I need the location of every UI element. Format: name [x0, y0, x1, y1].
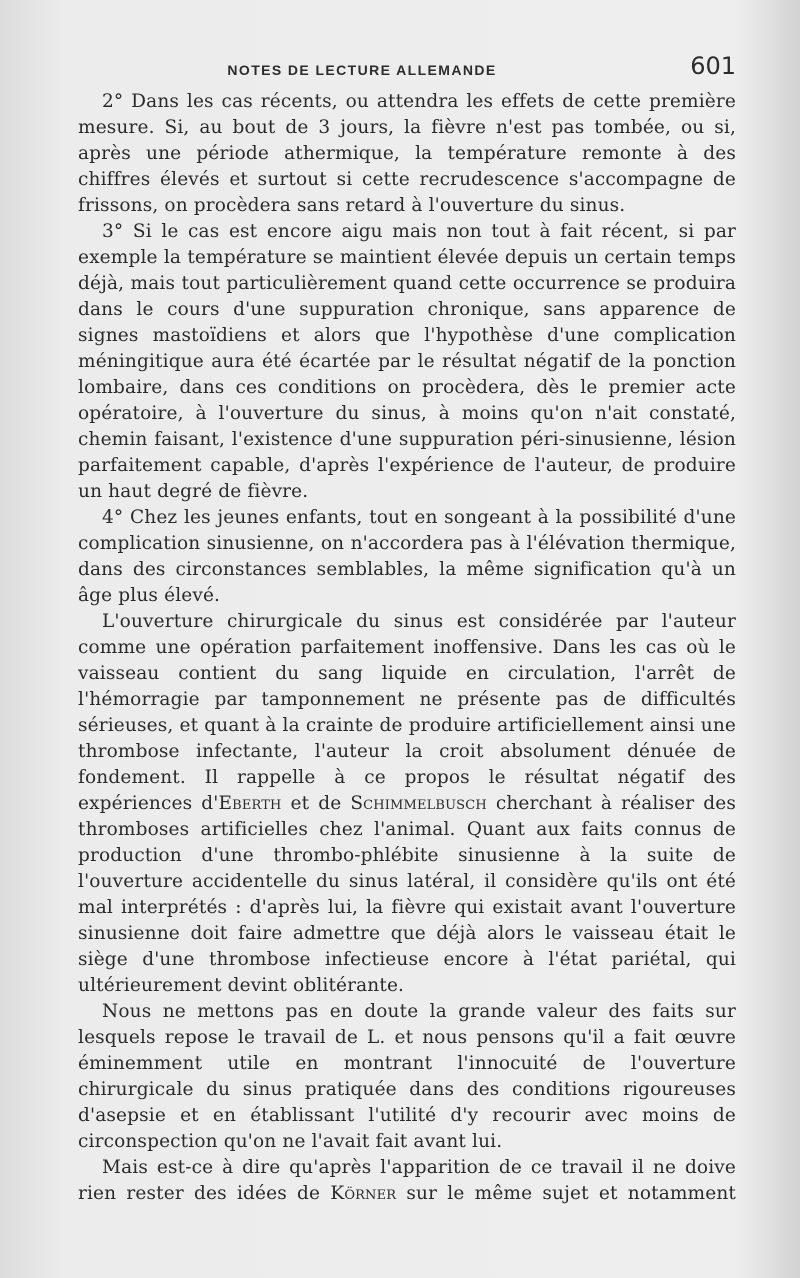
- paragraph-point-4: 4° Chez les jeunes enfants, tout en songeant à la possibilité d'une complication sinusienne, on n'accordera pas à l'élévation thermique, dans des circonstances semblables, la même signification qu'à un âge plus élevé.: [78, 507, 736, 606]
- page-number: 601: [690, 52, 736, 80]
- paragraph-korner: [78, 1155, 736, 1207]
- paragraph-text: sur le même sujet et notamment: [396, 1183, 737, 1204]
- paragraph-text: cherchant à réaliser des thromboses artificielles chez l'animal. Quant aux faits connus de production d'une thrombo-phlébite sinusienne à la suite de l'ouverture accidentelle du sinus latéral, il considère qu'ils ont été mal interprétés : d'après lui, la fièvre qui existait avant l'ouverture sinusienne doit faire admettre que déjà alors le vaisseau était le siège d'une thrombose infectieuse encore à l'état pariétal, qui ultérieurement devint oblitérante.: [78, 793, 736, 996]
- paragraph-text: et de: [281, 793, 351, 814]
- paragraph-point-2: 2° Dans les cas récents, ou attendra les effets de cette première mesure. Si, au bout de 3 jours, la fièvre n'est pas tombée, ou si, après une période athermique, la température remonte à des chiffres élevés et surtout si cette recrudescence s'accompagne de frissons, on procèdera sans retard à l'ouverture du sinus.: [78, 91, 736, 216]
- body-text: [78, 89, 736, 1207]
- author-name-schimmelbusch: Schimmelbusch: [350, 793, 487, 814]
- author-name-eberth: Eberth: [218, 793, 282, 814]
- author-name-korner: Körner: [330, 1183, 397, 1204]
- paragraph-assessment: Nous ne mettons pas en doute la grande valeur des faits sur lesquels repose le travail de L. et nous pensons qu'il a fait œuvre éminemment utile en montrant l'innocuité de l'ouverture chirurgicale du sinus pratiquée dans des conditions rigoureuses d'asepsie et en établissant l'utilité d'y recourir avec moins de circonspection qu'on ne l'avait fait avant lui.: [78, 1001, 736, 1152]
- paragraph-point-3: 3° Si le cas est encore aigu mais non tout à fait récent, si par exemple la température se maintient élevée depuis un certain temps déjà, mais tout particulièrement quand cette occurrence se produira dans le cours d'une suppuration chronique, sans apparence de signes mastoïdiens et alors que l'hypothèse d'une complication méningitique aura été écartée par le résultat négatif de la ponction lombaire, dans ces conditions on procèdera, dès le premier acte opératoire, à l'ouverture du sinus, à moins qu'on n'ait constaté, chemin faisant, l'existence d'une suppuration péri-sinusienne, lésion parfaitement capable, d'après l'expérience de l'auteur, de produire un haut degré de fièvre.: [78, 221, 736, 502]
- running-header: [78, 52, 736, 86]
- paragraph-sinus-opening: [78, 609, 736, 999]
- running-title: NOTES DE LECTURE ALLEMANDE: [227, 62, 497, 78]
- paragraph-text: L'ouverture chirurgicale du sinus est considérée par l'auteur comme une opération parfaitement inoffensive. Dans les cas où le vaisseau contient du sang liquide en circulation, l'arrêt de l'hémorragie par tamponnement ne présente pas de difficultés sérieuses, et quant à la crainte de produire artificiellement ainsi une thrombose infectante, l'auteur la croit absolument dénuée de fondement. Il rappelle à ce propos le résultat négatif des expériences d': [78, 611, 736, 814]
- paragraph-text: Mais est-ce à dire qu'après l'apparition de ce travail il ne doive rien rester des idées de: [78, 1157, 736, 1204]
